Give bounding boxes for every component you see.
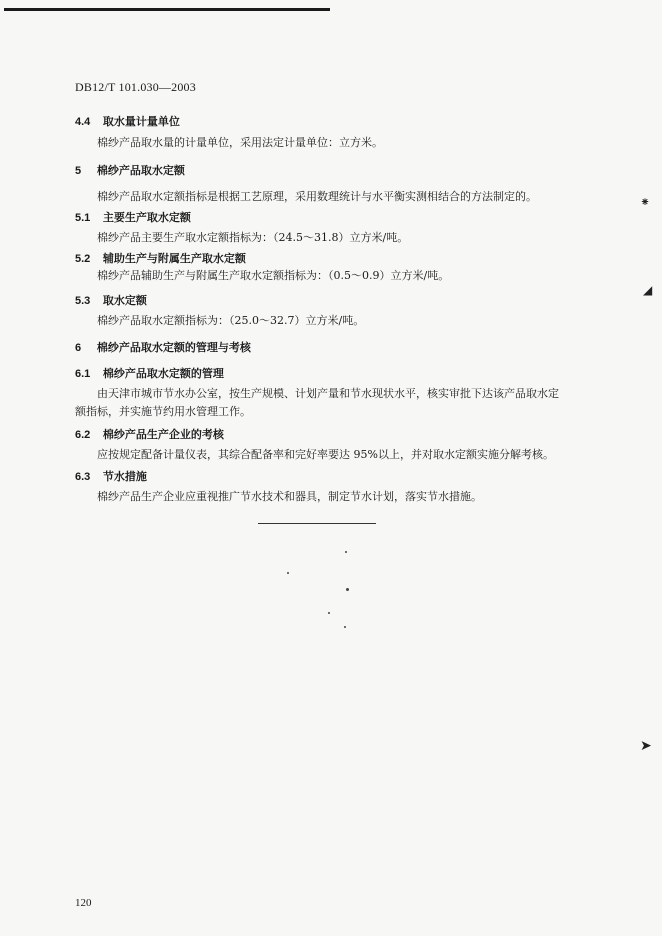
end-rule [258, 523, 376, 524]
section-heading [75, 468, 605, 484]
section-number: 4.4 [75, 116, 91, 128]
section-text: 棉纱产品取水定额指标是根据工艺原理，采用数理统计与水平衡实测相结合的方法制定的。 [97, 190, 537, 203]
section-title: 棉纱产品生产企业的考核 [102, 428, 224, 441]
section-text-line: 额指标，并实施节约用水管理工作。 [75, 405, 251, 418]
section-text-line: 由天津市城市节水办公室，按生产规模、计划产量和节水现状水平，核实审批下达该产品取水定 [97, 387, 559, 400]
section-title: 取水定额 [102, 294, 147, 307]
section-text: 应按规定配备计量仪表，其综合配备率和完好率要达 95%以上，并对取水定额实施分解考核。 [97, 448, 554, 461]
section-title: 主要生产取水定额 [102, 211, 191, 224]
scan-speck [346, 588, 349, 591]
section-heading [75, 292, 605, 308]
scan-mark-right: ⁕ [640, 195, 651, 209]
scan-speck [287, 572, 289, 574]
section-number: 5.1 [75, 212, 91, 224]
section-number: 6.2 [75, 429, 91, 441]
section-heading [75, 365, 605, 381]
section-text: 棉纱产品生产企业应重视推广节水技术和器具，制定节水计划，落实节水措施。 [97, 490, 482, 503]
section-text: 棉纱产品辅助生产与附属生产取水定额指标为：（0.5～0.9）立方米/吨。 [97, 269, 450, 282]
section-number: 5.3 [75, 295, 91, 307]
section-number: 6 [75, 342, 82, 354]
top-rule [4, 8, 330, 11]
section-title: 辅助生产与附属生产取水定额 [102, 252, 246, 265]
scan-speck [328, 612, 330, 614]
section-text: 棉纱产品主要生产取水定额指标为：（24.5～31.8）立方米/吨。 [97, 231, 409, 244]
section-heading [75, 250, 605, 266]
scan-speck [344, 626, 346, 628]
page-number: 120 [75, 897, 92, 909]
section-number: 5.2 [75, 253, 91, 265]
section-title: 取水量计量单位 [102, 115, 180, 128]
scan-mark-right: ◢ [643, 283, 653, 297]
section-title: 棉纱产品取水定额 [96, 164, 185, 177]
section-heading [75, 162, 605, 178]
section-number: 6.1 [75, 368, 91, 380]
section-heading [75, 209, 605, 225]
section-heading [75, 113, 605, 129]
section-title: 节水措施 [102, 470, 147, 483]
document-code: DB12/T 101.030—2003 [75, 80, 196, 94]
section-title: 棉纱产品取水定额的管理与考核 [96, 341, 251, 354]
scan-speck [345, 551, 347, 553]
section-text: 棉纱产品取水量的计量单位，采用法定计量单位：立方米。 [97, 136, 383, 149]
section-heading [75, 426, 605, 442]
section-title: 棉纱产品取水定额的管理 [102, 367, 224, 380]
section-number: 6.3 [75, 471, 91, 483]
scan-mark-right: ➤ [640, 738, 652, 754]
section-heading [75, 339, 605, 355]
section-number: 5 [75, 165, 82, 177]
section-text: 棉纱产品取水定额指标为：（25.0～32.7）立方米/吨。 [97, 314, 365, 327]
